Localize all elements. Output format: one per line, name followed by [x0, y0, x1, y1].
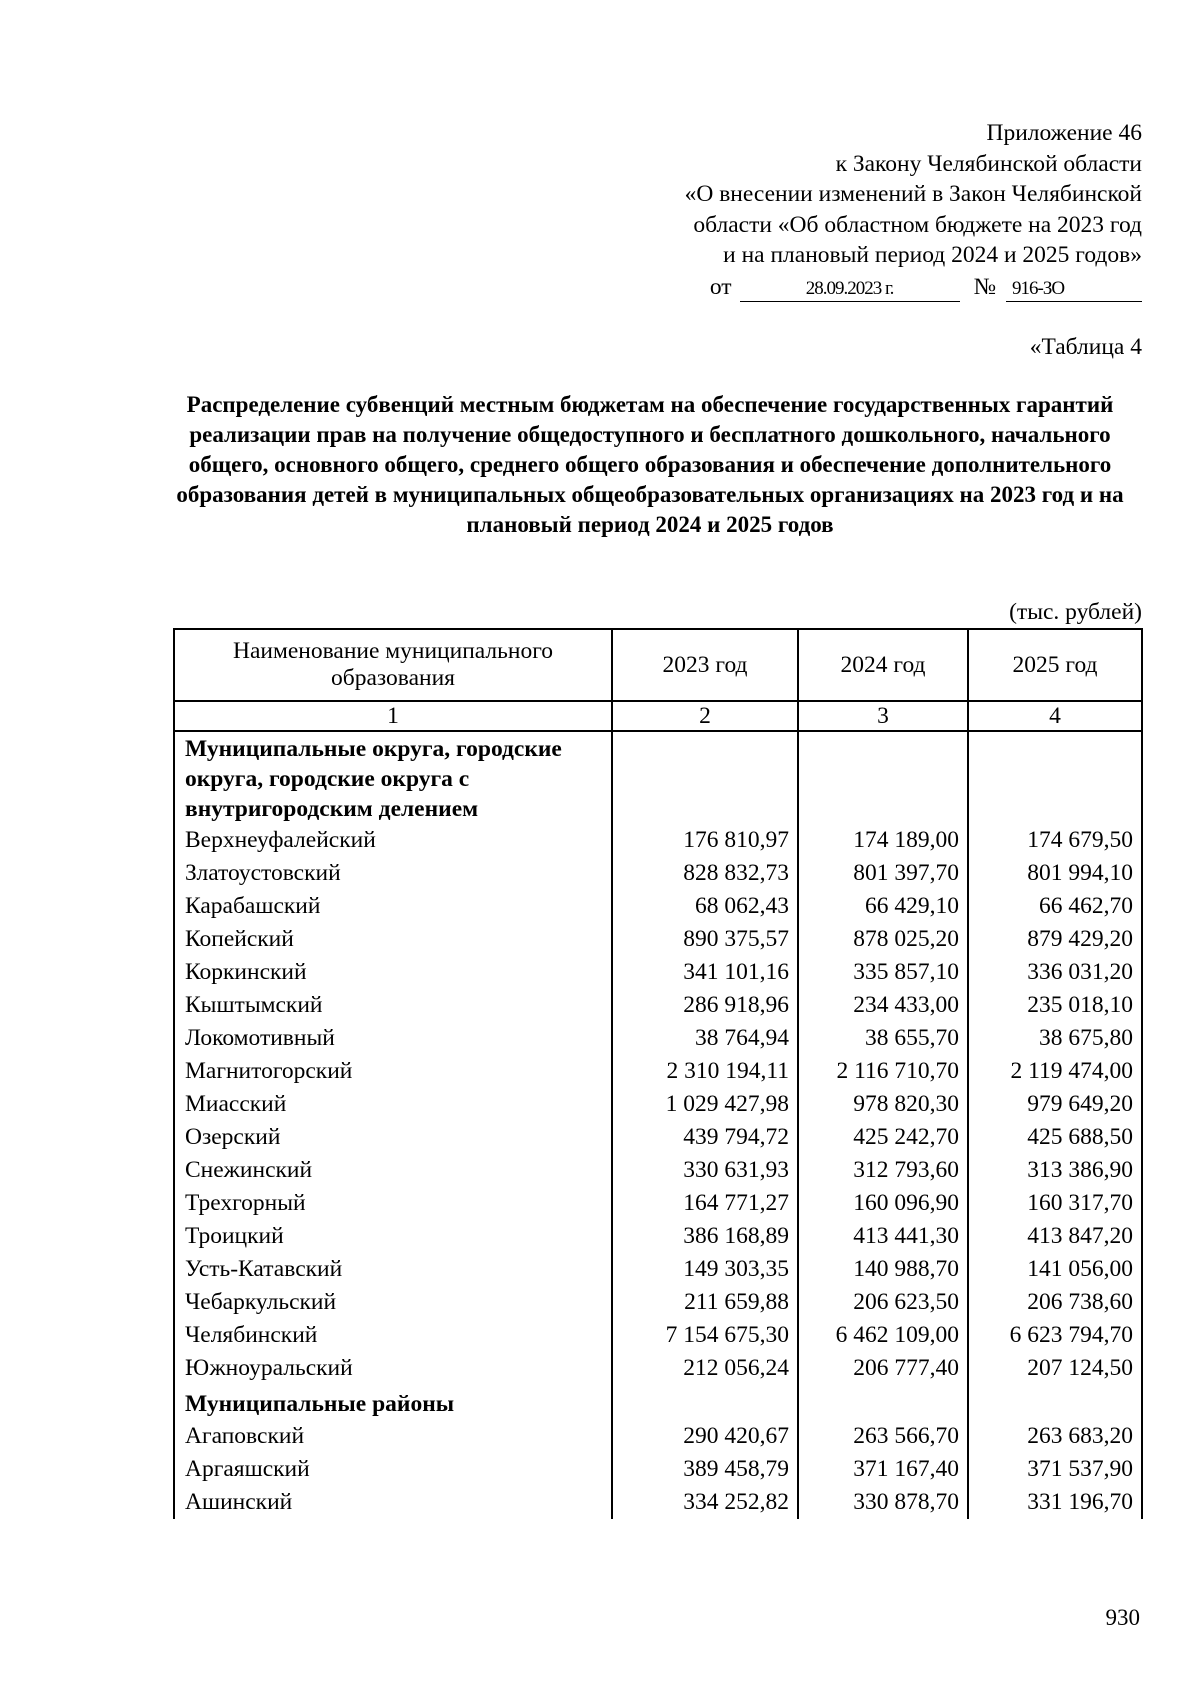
empty-cell: [612, 731, 798, 824]
page-number: 930: [1105, 1605, 1140, 1630]
appendix-line: Приложение 46: [986, 120, 1142, 146]
amount-cell: 335 857,10: [798, 956, 968, 989]
amount-cell: 174 189,00: [798, 824, 968, 857]
header-2023: 2023 год: [612, 629, 798, 701]
appendix-line: и на плановый период 2024 и 2025 годов»: [723, 242, 1142, 268]
municipality-name: Магнитогорский: [174, 1055, 612, 1088]
amount-cell: 286 918,96: [612, 989, 798, 1022]
amount-cell: 425 242,70: [798, 1121, 968, 1154]
amount-cell: 68 062,43: [612, 890, 798, 923]
amount-cell: 38 655,70: [798, 1022, 968, 1055]
section-row: [174, 1385, 1142, 1420]
header-2025: 2025 год: [968, 629, 1142, 701]
municipality-name: Копейский: [174, 923, 612, 956]
municipality-name: Карабашский: [174, 890, 612, 923]
table-row: [174, 1121, 1142, 1154]
empty-cell: [798, 731, 968, 824]
table-row: [174, 824, 1142, 857]
table-row: [174, 923, 1142, 956]
municipality-name: Чебаркульский: [174, 1286, 612, 1319]
amount-cell: 330 631,93: [612, 1154, 798, 1187]
column-number-row: [174, 701, 1142, 731]
section-title: Муниципальные округа, городские округа, городские округа с внутригородским делением: [174, 731, 612, 824]
municipality-name: Озерский: [174, 1121, 612, 1154]
amount-cell: 2 116 710,70: [798, 1055, 968, 1088]
table-body: [174, 731, 1142, 1519]
table-row: [174, 1352, 1142, 1385]
amount-cell: 413 847,20: [968, 1220, 1142, 1253]
subvention-table: [173, 628, 1143, 1519]
municipality-name: Верхнеуфалейский: [174, 824, 612, 857]
table-row: [174, 1420, 1142, 1453]
table-row: [174, 890, 1142, 923]
amount-cell: 290 420,67: [612, 1420, 798, 1453]
amount-cell: 336 031,20: [968, 956, 1142, 989]
table-row: [174, 1486, 1142, 1519]
amount-cell: 66 462,70: [968, 890, 1142, 923]
units-label: (тыс. рублей): [1009, 599, 1142, 625]
municipality-name: Агаповский: [174, 1420, 612, 1453]
amount-cell: 6 462 109,00: [798, 1319, 968, 1352]
table-row: [174, 1253, 1142, 1286]
appendix-line: «О внесении изменений в Закон Челябинской: [684, 181, 1142, 207]
municipality-name: Троицкий: [174, 1220, 612, 1253]
amount-cell: 164 771,27: [612, 1187, 798, 1220]
municipality-name: Ашинский: [174, 1486, 612, 1519]
amount-cell: 371 167,40: [798, 1453, 968, 1486]
amount-cell: 38 764,94: [612, 1022, 798, 1055]
municipality-name: Трехгорный: [174, 1187, 612, 1220]
empty-cell: [798, 1385, 968, 1420]
amount-cell: 801 397,70: [798, 857, 968, 890]
municipality-name: Коркинский: [174, 956, 612, 989]
amount-cell: 141 056,00: [968, 1253, 1142, 1286]
table-row: [174, 1022, 1142, 1055]
amount-cell: 38 675,80: [968, 1022, 1142, 1055]
amount-cell: 371 537,90: [968, 1453, 1142, 1486]
amount-cell: 7 154 675,30: [612, 1319, 798, 1352]
amount-cell: 160 096,90: [798, 1187, 968, 1220]
amount-cell: 313 386,90: [968, 1154, 1142, 1187]
table-header-row: [174, 629, 1142, 701]
municipality-name: Южноуральский: [174, 1352, 612, 1385]
section-row: [174, 731, 1142, 824]
amount-cell: 66 429,10: [798, 890, 968, 923]
table-row: [174, 1154, 1142, 1187]
header-municipality: Наименование муниципального образования: [174, 629, 612, 701]
amount-cell: 235 018,10: [968, 989, 1142, 1022]
table-row: [174, 1187, 1142, 1220]
empty-cell: [968, 731, 1142, 824]
amount-cell: 890 375,57: [612, 923, 798, 956]
amount-cell: 2 310 194,11: [612, 1055, 798, 1088]
law-date-number: [582, 272, 1142, 303]
appendix-block: [582, 118, 1142, 302]
amount-cell: 174 679,50: [968, 824, 1142, 857]
empty-cell: [968, 1385, 1142, 1420]
amount-cell: 1 029 427,98: [612, 1088, 798, 1121]
table-row: [174, 1286, 1142, 1319]
municipality-name: Снежинский: [174, 1154, 612, 1187]
amount-cell: 978 820,30: [798, 1088, 968, 1121]
header-2024: 2024 год: [798, 629, 968, 701]
amount-cell: 413 441,30: [798, 1220, 968, 1253]
amount-cell: 234 433,00: [798, 989, 968, 1022]
amount-cell: 212 056,24: [612, 1352, 798, 1385]
amount-cell: 386 168,89: [612, 1220, 798, 1253]
amount-cell: 425 688,50: [968, 1121, 1142, 1154]
number-label: №: [973, 273, 996, 300]
amount-cell: 206 738,60: [968, 1286, 1142, 1319]
amount-cell: 439 794,72: [612, 1121, 798, 1154]
amount-cell: 140 988,70: [798, 1253, 968, 1286]
table-row: [174, 989, 1142, 1022]
amount-cell: 878 025,20: [798, 923, 968, 956]
table-row: [174, 857, 1142, 890]
column-number: 4: [968, 701, 1142, 731]
date-label: от: [709, 273, 732, 300]
municipality-name: Миасский: [174, 1088, 612, 1121]
table-row: [174, 1319, 1142, 1352]
column-number: 3: [798, 701, 968, 731]
amount-cell: 206 623,50: [798, 1286, 968, 1319]
amount-cell: 312 793,60: [798, 1154, 968, 1187]
municipality-name: Усть-Катавский: [174, 1253, 612, 1286]
amount-cell: 206 777,40: [798, 1352, 968, 1385]
column-number: 2: [612, 701, 798, 731]
amount-cell: 828 832,73: [612, 857, 798, 890]
amount-cell: 979 649,20: [968, 1088, 1142, 1121]
table-row: [174, 1453, 1142, 1486]
amount-cell: 211 659,88: [612, 1286, 798, 1319]
municipality-name: Кыштымский: [174, 989, 612, 1022]
amount-cell: 263 566,70: [798, 1420, 968, 1453]
section-title: Муниципальные районы: [174, 1385, 612, 1420]
amount-cell: 331 196,70: [968, 1486, 1142, 1519]
amount-cell: 160 317,70: [968, 1187, 1142, 1220]
law-number: 916-ЗО: [1006, 277, 1142, 302]
amount-cell: 334 252,82: [612, 1486, 798, 1519]
amount-cell: 149 303,35: [612, 1253, 798, 1286]
amount-cell: 2 119 474,00: [968, 1055, 1142, 1088]
amount-cell: 341 101,16: [612, 956, 798, 989]
amount-cell: 801 994,10: [968, 857, 1142, 890]
table-row: [174, 956, 1142, 989]
table-label: «Таблица 4: [1029, 334, 1142, 360]
amount-cell: 330 878,70: [798, 1486, 968, 1519]
amount-cell: 6 623 794,70: [968, 1319, 1142, 1352]
municipality-name: Аргаяшский: [174, 1453, 612, 1486]
amount-cell: 263 683,20: [968, 1420, 1142, 1453]
amount-cell: 176 810,97: [612, 824, 798, 857]
empty-cell: [612, 1385, 798, 1420]
amount-cell: 389 458,79: [612, 1453, 798, 1486]
appendix-line: области «Об областном бюджете на 2023 год: [693, 211, 1142, 238]
municipality-name: Златоустовский: [174, 857, 612, 890]
municipality-name: Локомотивный: [174, 1022, 612, 1055]
table-row: [174, 1220, 1142, 1253]
amount-cell: 879 429,20: [968, 923, 1142, 956]
table-row: [174, 1088, 1142, 1121]
table-row: [174, 1055, 1142, 1088]
law-date: 28.09.2023 г.: [740, 277, 960, 302]
municipality-name: Челябинский: [174, 1319, 612, 1352]
amount-cell: 207 124,50: [968, 1352, 1142, 1385]
appendix-line: к Закону Челябинской области: [835, 150, 1142, 177]
document-title: Распределение субвенций местным бюджетам на обеспечение государственных гарантий реализации прав на получение общедоступного и бесплатного дошкольного, начального общего, основного общего, среднего общего образования и обеспечение дополнительного образования детей в муниципальных общеобразовательных организациях на 2023 год и на плановый период 2024 и 2025 годов: [176, 392, 1124, 537]
column-number: 1: [174, 701, 612, 731]
